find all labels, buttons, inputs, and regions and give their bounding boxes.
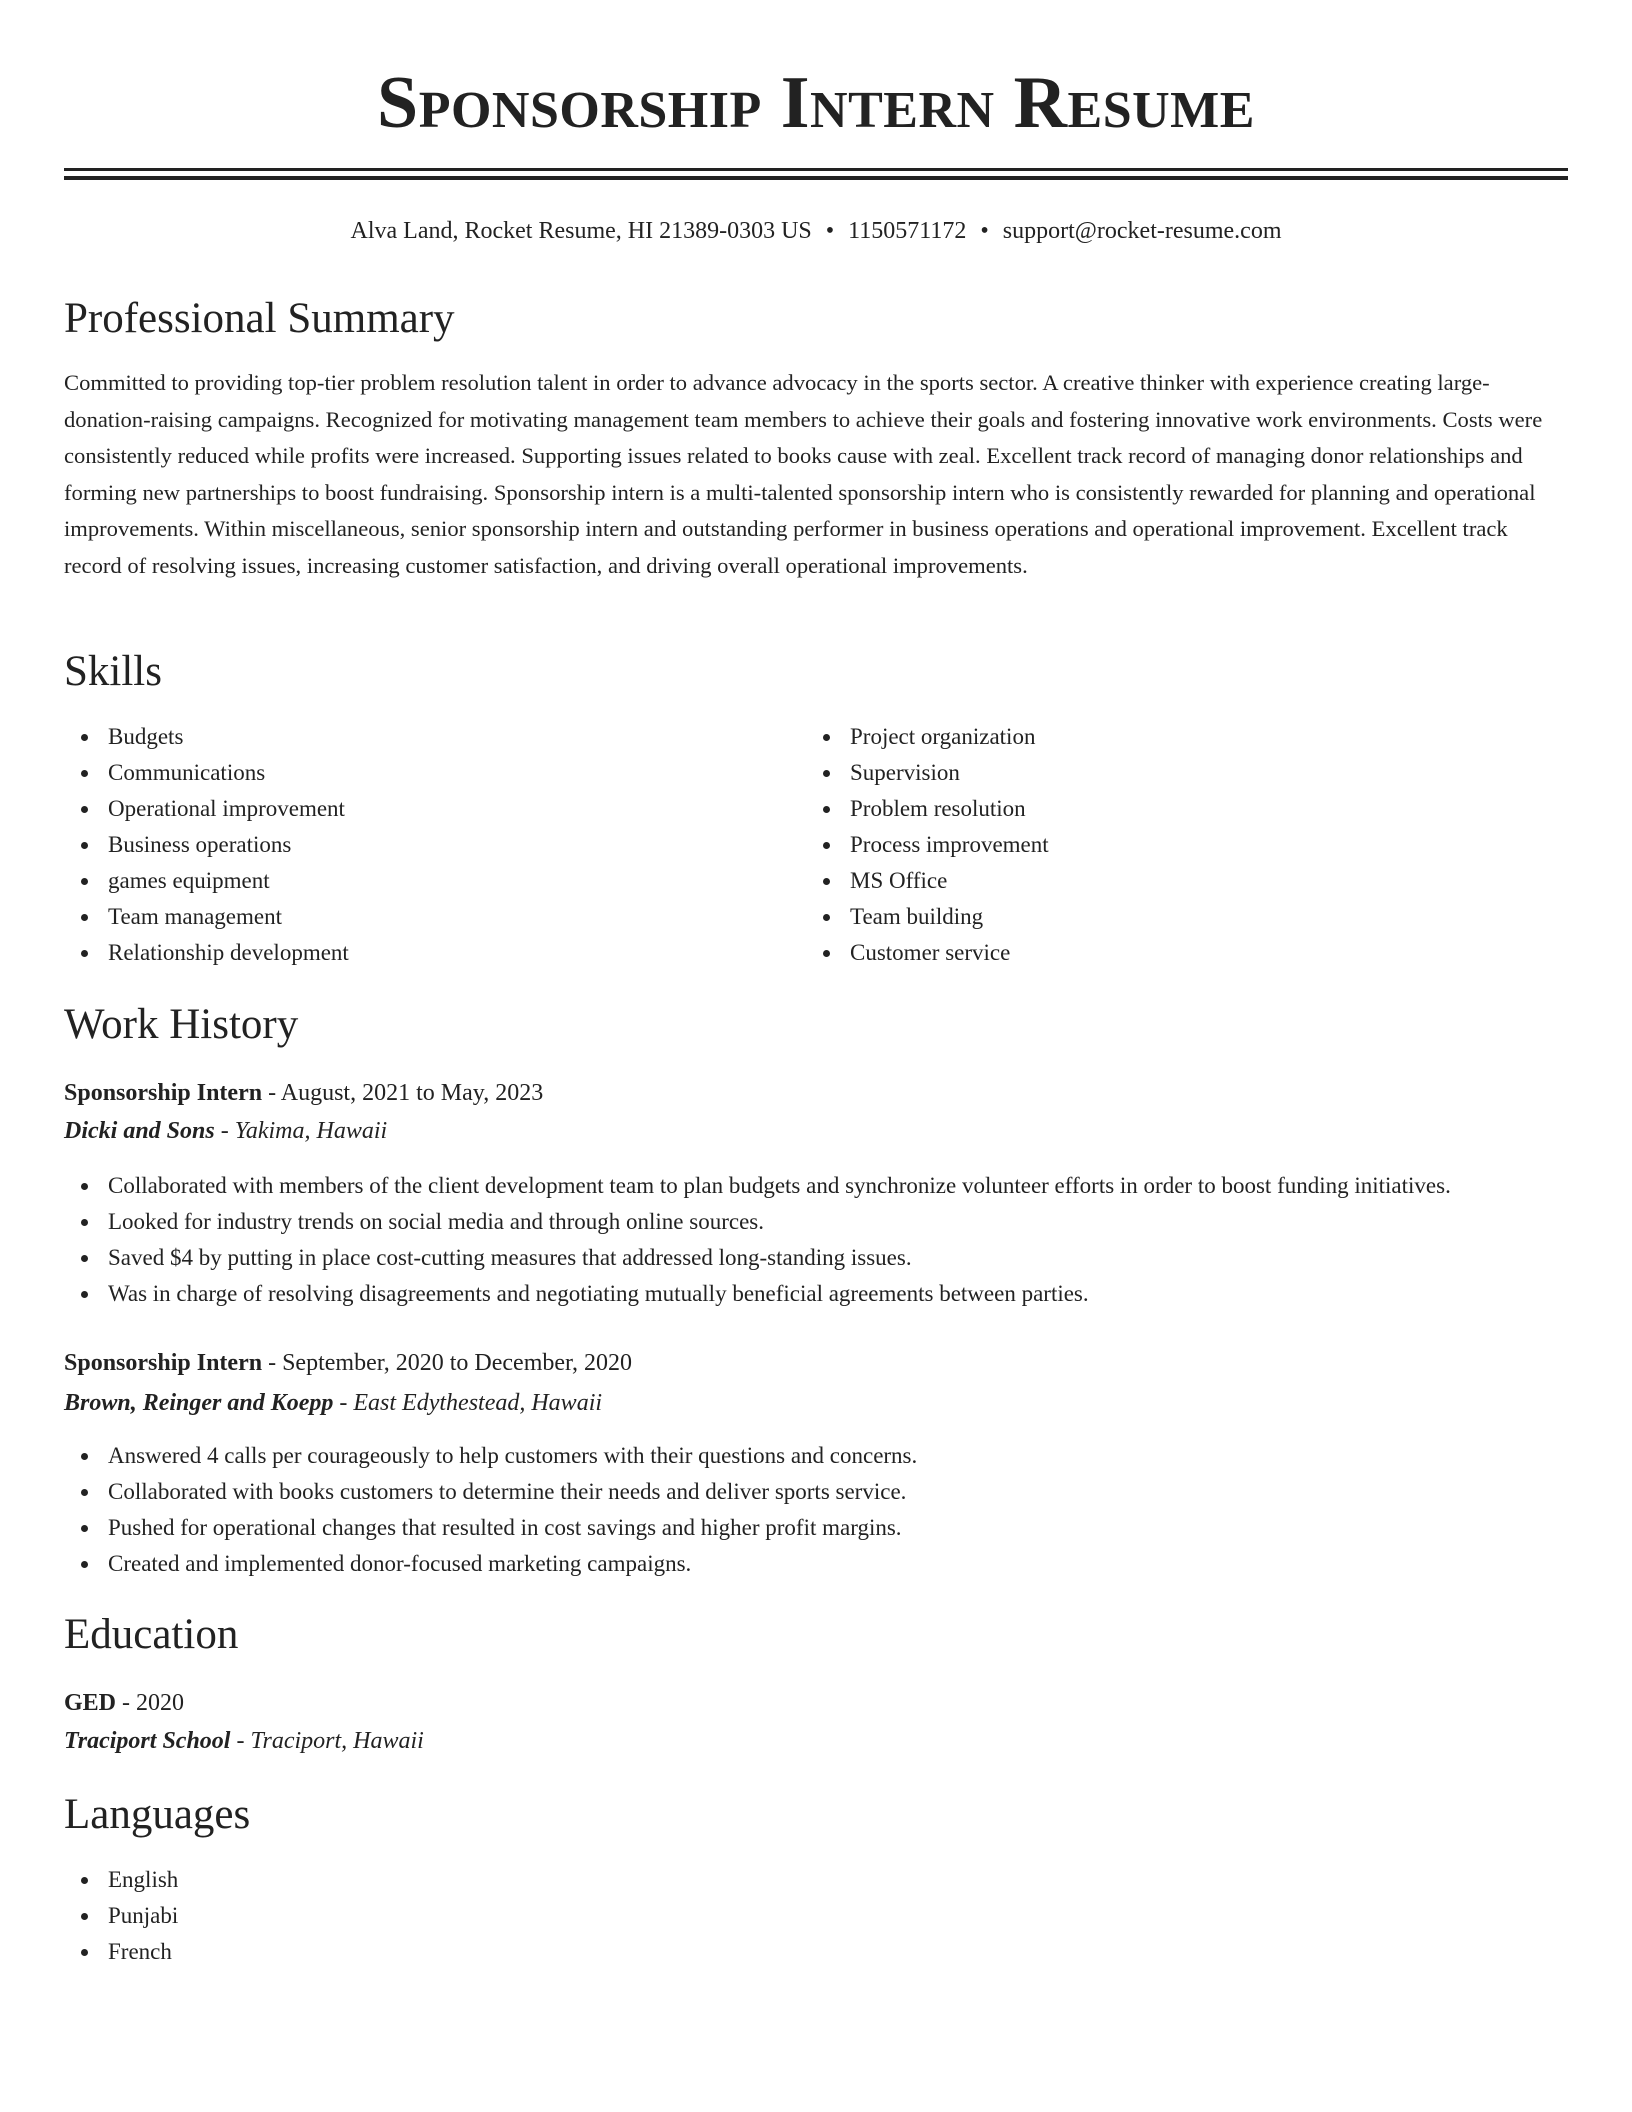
contact-line: [64, 214, 1568, 248]
skill-item: Project organization: [806, 719, 1506, 755]
skill-item: MS Office: [806, 863, 1506, 899]
education-heading: Education: [64, 1611, 239, 1658]
job-bullets: [64, 1438, 1568, 1582]
resume-title: Sponsorship Intern Resume: [377, 62, 1255, 144]
summary-heading: Professional Summary: [64, 295, 455, 342]
skill-item: Process improvement: [806, 827, 1506, 863]
skills-list-left: [64, 719, 764, 971]
job-bullets: [64, 1168, 1568, 1312]
skills-heading: Skills: [64, 648, 162, 695]
skill-item: Customer service: [806, 935, 1506, 971]
education-degree: GED: [64, 1690, 117, 1716]
job-bullet: Looked for industry trends on social media and through online sources.: [64, 1204, 1568, 1240]
skill-item: Supervision: [806, 755, 1506, 791]
job-bullet: Pushed for operational changes that resulted in cost savings and higher profit margins.: [64, 1510, 1568, 1546]
contact-address: Alva Land, Rocket Resume, HI 21389-0303 US: [350, 218, 812, 244]
job-company: Dicki and Sons: [64, 1118, 215, 1144]
title-divider-thin: [64, 168, 1568, 171]
job-title-line: Sponsorship Intern - September, 2020 to December, 2020: [64, 1350, 633, 1376]
job-title: Sponsorship Intern: [64, 1350, 263, 1376]
skill-item: Budgets: [64, 719, 764, 755]
languages-list: [64, 1862, 1568, 1970]
skill-item: Communications: [64, 755, 764, 791]
language-item: French: [64, 1934, 1568, 1970]
job-dates: September, 2020 to December, 2020: [282, 1350, 633, 1376]
job-title: Sponsorship Intern: [64, 1080, 263, 1106]
job-bullet: Saved $4 by putting in place cost-cutting measures that addressed long-standing issues.: [64, 1240, 1568, 1276]
languages-heading: Languages: [64, 1791, 251, 1838]
education-school: Traciport School: [64, 1728, 231, 1754]
education-degree-line: GED - 2020: [64, 1690, 185, 1716]
skill-item: Problem resolution: [806, 791, 1506, 827]
contact-separator: •: [825, 218, 835, 244]
skill-item: Operational improvement: [64, 791, 764, 827]
job-dates: August, 2021 to May, 2023: [280, 1080, 544, 1106]
contact-separator: •: [980, 218, 989, 244]
education-location: Traciport, Hawaii: [250, 1728, 424, 1754]
education-year: 2020: [136, 1690, 185, 1716]
contact-email: support@rocket-resume.com: [1002, 218, 1282, 244]
job-location: East Edythestead, Hawaii: [353, 1390, 603, 1416]
job-company-line: Brown, Reinger and Koepp - East Edythestead, Hawaii: [64, 1390, 603, 1416]
language-item: English: [64, 1862, 1568, 1898]
language-item: Punjabi: [64, 1898, 1568, 1934]
skill-item: Business operations: [64, 827, 764, 863]
job-bullet: Created and implemented donor-focused marketing campaigns.: [64, 1546, 1568, 1582]
contact-phone: 1150571172: [848, 218, 967, 244]
skill-item: games equipment: [64, 863, 764, 899]
title-divider-thick: [64, 176, 1568, 180]
job-bullet: Was in charge of resolving disagreements and negotiating mutually beneficial agreements between parties.: [64, 1276, 1568, 1312]
resume-page: [64, 0, 1568, 1964]
job-company: Brown, Reinger and Koepp: [64, 1390, 334, 1416]
job-title-line: Sponsorship Intern - August, 2021 to May, 2023: [64, 1080, 544, 1106]
job-bullet: Collaborated with members of the client development team to plan budgets and synchronize volunteer efforts in order to boost funding initiatives.: [64, 1168, 1568, 1204]
job-company-line: Dicki and Sons - Yakima, Hawaii: [64, 1118, 388, 1144]
job-location: Yakima, Hawaii: [234, 1118, 388, 1144]
skill-item: Team management: [64, 899, 764, 935]
work-history-heading: Work History: [64, 1001, 299, 1048]
skills-list-right: [806, 719, 1506, 971]
skill-item: Team building: [806, 899, 1506, 935]
job-bullet: Answered 4 calls per courageously to help customers with their questions and concerns.: [64, 1438, 1568, 1474]
skill-item: Relationship development: [64, 935, 764, 971]
education-school-line: Traciport School - Traciport, Hawaii: [64, 1728, 424, 1754]
job-bullet: Collaborated with books customers to determine their needs and deliver sports service.: [64, 1474, 1568, 1510]
summary-text: Committed to providing top-tier problem resolution talent in order to advance advocacy in the sports sector. A creative thinker with experience creating large-donation-raising campaigns. Recognized for motivating management team members to achieve their goals and fostering innovative work environments. Costs were consistently reduced while profits were increased. Supporting issues related to books cause with zeal. Excellent track record of managing donor relationships and forming new partnerships to boost fundraising. Sponsorship intern is a multi-talented sponsorship intern who is consistently rewarded for planning and operational improvements. Within miscellaneous, senior sponsorship intern and outstanding performer in business operations and operational improvement. Excellent track record of resolving issues, increasing customer satisfaction, and driving overall operational improvements.: [64, 370, 1543, 578]
